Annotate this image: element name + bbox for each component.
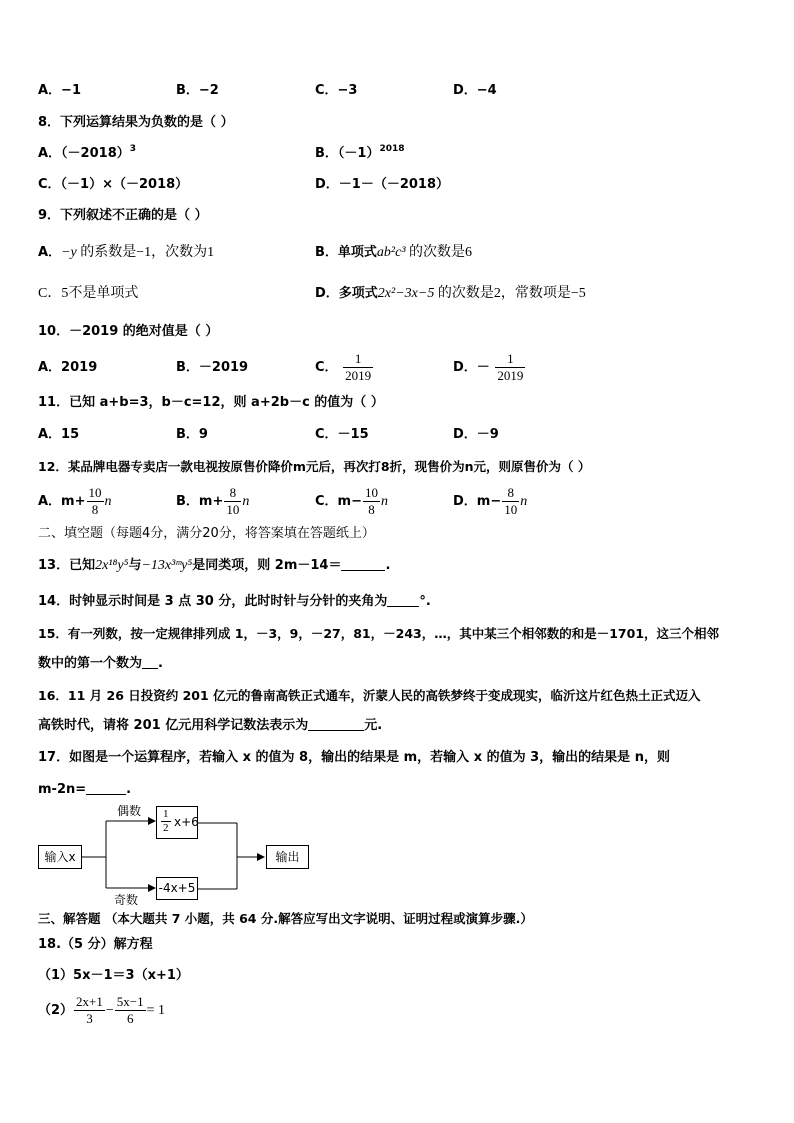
q8-stem: 8．下列运算结果为负数的是（ ） [38, 115, 234, 130]
q9-a-text: 的系数是−1，次数为1 [76, 245, 215, 260]
q10-stem: 10．－2019 的绝对值是（ ） [38, 324, 219, 339]
q12-d-var: n [520, 494, 528, 509]
q9-d-text: 的次数是2，常数项是−5 [434, 286, 586, 301]
q18-rhs: = 1 [146, 1003, 166, 1018]
q13-term-1: 2x¹⁸y⁵ [95, 558, 129, 573]
q9-b-term: ab²c³ [376, 245, 406, 260]
q10-d-num: 1 [495, 351, 525, 368]
q17-line-1: 17．如图是一个运算程序，若输入 x 的值为 8，输出的结果是 m，若输入 x 的值为 3，输出的结果是 n，则 [38, 750, 670, 765]
q8-option-a-text: A．（－2018） [38, 146, 130, 161]
q12-a-var: n [104, 494, 112, 509]
odd-operation-box: -4x+5 [156, 877, 198, 900]
q10-d-den: 2019 [497, 368, 524, 383]
q9-d-label: D．多项式 [315, 286, 378, 301]
q11-option-d: D．－9 [453, 427, 499, 442]
even-label: 偶数 [117, 804, 142, 818]
q14-end: °. [419, 594, 431, 609]
q7-option-b: B．−2 [176, 83, 219, 98]
q18-fraction-1 [74, 994, 105, 1027]
even-op-fraction [161, 808, 171, 835]
q11-stem: 11．已知 a+b=3，b－c=12，则 a+2b－c 的值为（ ） [38, 395, 384, 410]
q18-stem: 18.（5 分）解方程 [38, 937, 153, 952]
section-2-heading: 二、填空题（每题4分，满分20分，将答案填在答题纸上） [38, 526, 375, 541]
q9-a-term: −y [61, 245, 77, 260]
q12-a-label: A．m+ [38, 494, 86, 509]
even-operation-box [156, 806, 198, 839]
q12-b-label: B．m+ [176, 494, 224, 509]
even-op-rest: x+6 [174, 815, 199, 829]
q10-option-b: B．－2019 [176, 360, 249, 375]
q18-f2-den: 6 [126, 1011, 134, 1026]
section-3-heading: 三、解答题 （本大题共 7 小题，共 64 分.解答应写出文字说明、证明过程或演算步骤.） [38, 911, 533, 926]
q11-option-c: C．－15 [315, 427, 369, 442]
q12-d-den: 10 [504, 502, 518, 517]
q12-a-num: 10 [88, 485, 102, 500]
q13-end: . [385, 558, 391, 573]
q15-line-1: 15．有一列数，按一定规律排列成 1，－3，9，－27，81，－243，…，其中某三个相邻数的和是－1701，这三个相邻 [38, 626, 720, 641]
q12-b-den: 10 [226, 502, 240, 517]
even-op-den: 2 [163, 822, 169, 834]
q12-c-label: C．m− [315, 494, 362, 509]
q9-b-text: 的次数是6 [405, 245, 473, 260]
q8-option-b-text: B．（－1） [315, 146, 380, 161]
q13-mid: 与 [128, 558, 142, 573]
odd-label: 奇数 [114, 893, 139, 907]
even-op-num: 1 [163, 808, 169, 820]
q9-stem: 9．下列叙述不正确的是（ ） [38, 208, 208, 223]
q8-option-a-exp: 3 [129, 144, 137, 154]
q18-fraction-2 [115, 994, 146, 1027]
q16-line-1: 16．11 月 26 日投资约 201 亿元的鲁南高铁正式通车，沂蒙人民的高铁梦终于变成现实，临沂这片红色热土正式迈入 [38, 688, 701, 703]
q8-option-b-exp: 2018 [379, 144, 405, 154]
q17-end: . [126, 782, 132, 797]
q18-part-1: （1）5x－1＝3（x+1） [38, 968, 189, 983]
q7-option-c: C．−3 [315, 83, 358, 98]
q18-f2-num: 5x−1 [116, 994, 144, 1009]
q11-option-a: A．15 [38, 427, 80, 442]
q16-text: 高铁时代，请将 201 亿元用科学记数法表示为 [38, 718, 309, 733]
q9-b-label: B．单项式 [315, 245, 377, 260]
q13-post: 是同类项，则 2m－14＝ [192, 558, 342, 573]
q12-b-num: 8 [224, 485, 241, 502]
q10-option-a: A．2019 [38, 360, 98, 375]
q10-c-den: 2019 [345, 368, 372, 383]
q9-d-term: 2x²−3x−5 [377, 286, 435, 301]
q10-c-label: C． [315, 360, 338, 375]
q12-d-label: D．m− [453, 494, 502, 509]
q11-option-b: B．9 [176, 427, 208, 442]
q12-stem: 12．某品牌电器专卖店一款电视按原售价降价m元后，再次打8折，现售价为n元，则原售价为（ ） [38, 459, 591, 474]
q10-c-num: 1 [343, 351, 373, 368]
q9-a-label: A． [38, 245, 62, 260]
q8-option-c: C．（－1）×（－2018） [38, 177, 189, 192]
q15-text: 数中的第一个数为 [38, 656, 143, 671]
q7-option-d: D．−4 [453, 83, 497, 98]
q8-option-d: D．－1－（－2018） [315, 177, 450, 192]
q12-a-den: 8 [91, 502, 99, 517]
q18-f1-den: 3 [86, 1011, 93, 1026]
q18-part-2: （2） $\frac{2x+1}{3}$ − $\frac{5x-1}{6}$ = 1 [38, 994, 166, 1026]
q12-c-den: 8 [368, 502, 375, 517]
q14-text: 14．时钟显示时间是 3 点 30 分，此时时针与分针的夹角为 [38, 594, 388, 609]
q9-option-c: C．5不是单项式 [38, 286, 139, 301]
q16-end: 元. [364, 718, 383, 733]
q10-d-label: D．－ [453, 360, 490, 375]
q18-f1-num: 2x+1 [76, 994, 103, 1009]
output-box: 输出 [266, 845, 309, 869]
q12-c-var: n [380, 494, 388, 509]
q17-text: m-2n= [38, 782, 87, 797]
q13-term-2: −13x³ᵐy⁵ [141, 558, 193, 573]
q18-part-2-label: （2） [38, 1003, 74, 1018]
q12-d-num: 8 [502, 485, 519, 502]
q7-option-a: A．−1 [38, 83, 81, 98]
q12-c-num: 10 [364, 485, 378, 500]
q15-end: . [158, 656, 163, 671]
q12-b-var: n [242, 494, 250, 509]
input-x-box: 输入x [38, 845, 82, 869]
q13-pre: 13．已知 [38, 558, 96, 573]
